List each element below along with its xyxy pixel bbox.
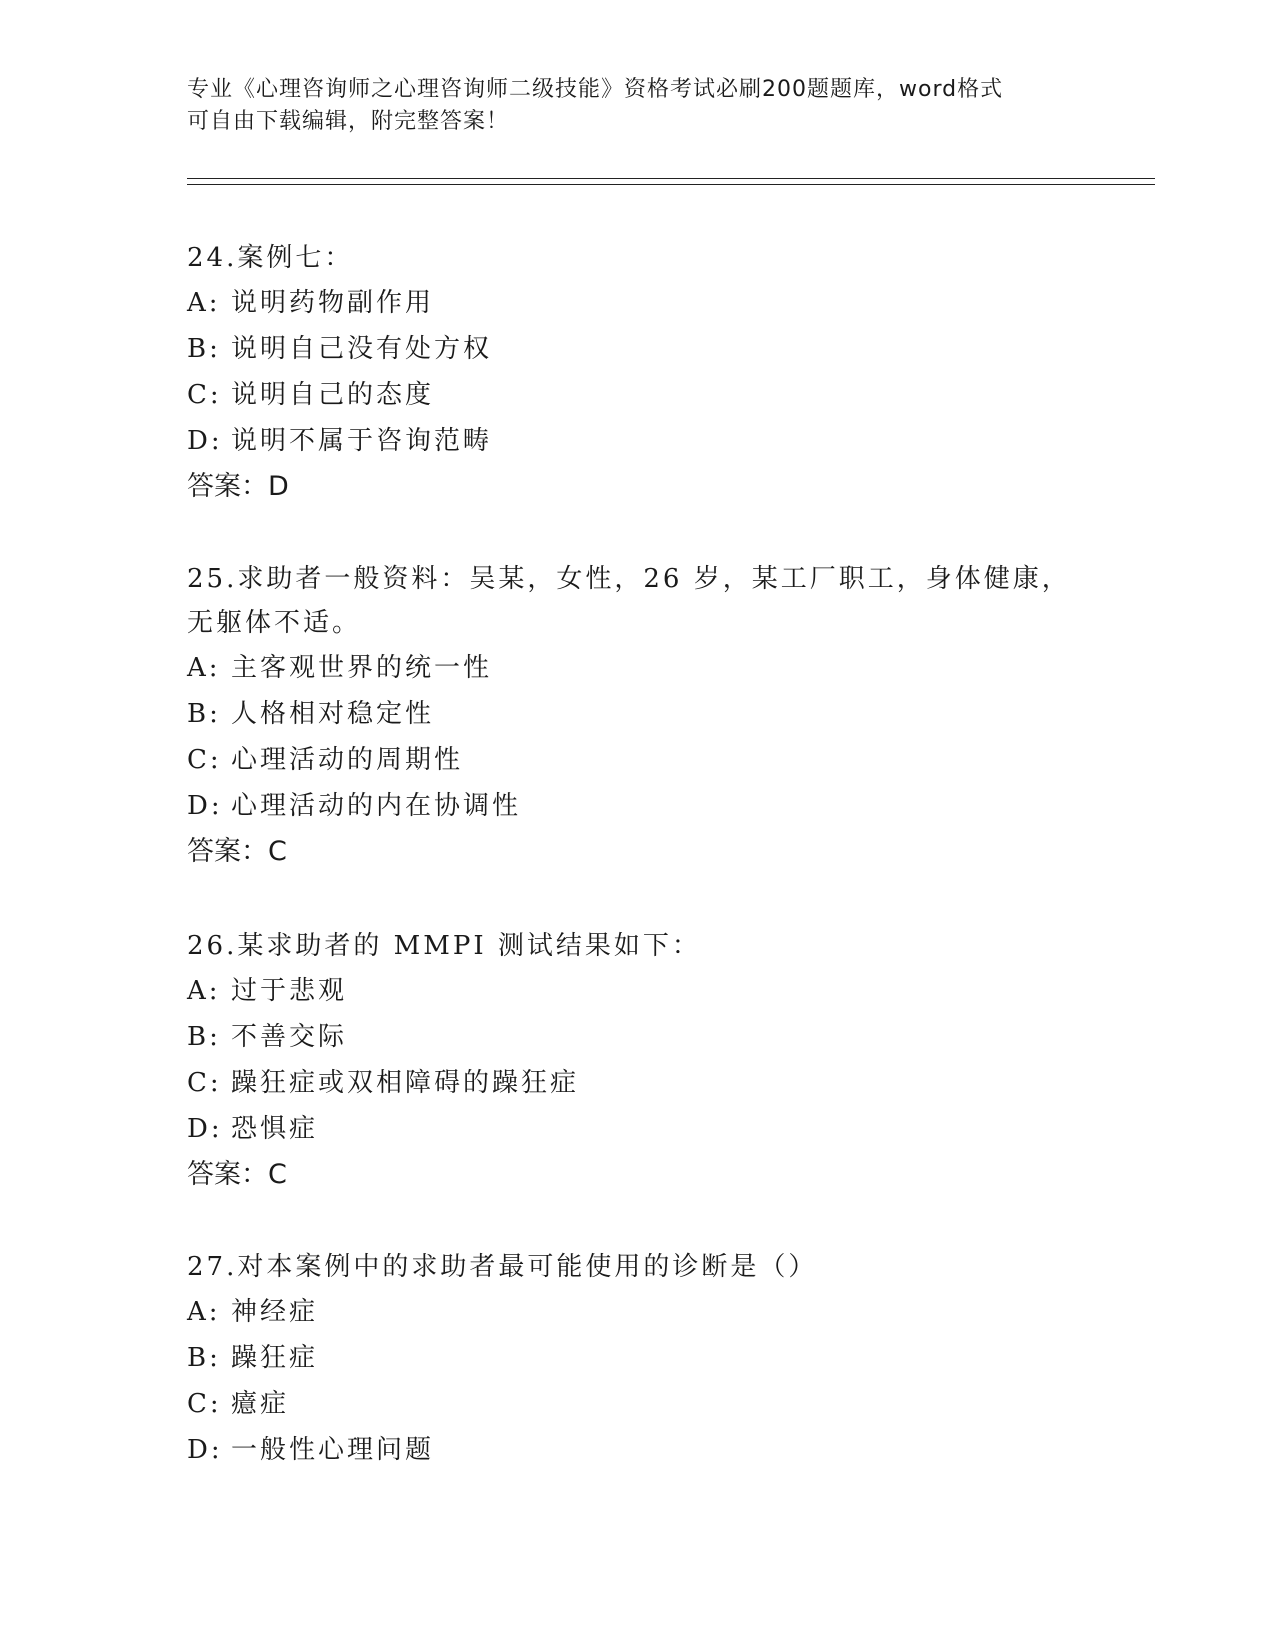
option-letter: C: [187, 745, 222, 775]
option-d [187, 1106, 1087, 1152]
option-text: 说明不属于咨询范畴 [231, 426, 493, 456]
option-a [187, 280, 1087, 326]
option-letter: D: [187, 791, 223, 821]
question-26 [187, 924, 1087, 1198]
question-text [187, 236, 1087, 280]
option-text: 躁狂症 [231, 1343, 319, 1373]
option-c [187, 372, 1087, 418]
option-text: 人格相对稳定性 [231, 699, 435, 729]
option-text: 说明自己没有处方权 [231, 334, 493, 364]
option-text: 不善交际 [231, 1022, 348, 1052]
option-text: 一般性心理问题 [231, 1435, 435, 1465]
option-letter: B: [187, 1022, 221, 1052]
option-text: 说明自己的态度 [231, 380, 435, 410]
option-a [187, 968, 1087, 1014]
question-stem: 某求助者的 MMPI 测试结果如下： [237, 931, 701, 961]
question-stem: 案例七： [237, 243, 354, 273]
option-text: 过于悲观 [231, 976, 348, 1006]
question-stem: 求助者一般资料：吴某，女性，26 岁，某工厂职工，身体健康，无躯体不适。 [187, 564, 1071, 638]
question-text [187, 557, 1087, 645]
document-header [187, 74, 1077, 138]
option-a [187, 1289, 1087, 1335]
option-d [187, 783, 1087, 829]
answer-line: 答案：D [187, 471, 289, 502]
option-letter: D: [187, 426, 223, 456]
option-letter: C: [187, 1389, 222, 1419]
option-text: 心理活动的内在协调性 [231, 791, 522, 821]
header-divider-top [187, 178, 1155, 179]
option-d [187, 1427, 1087, 1473]
question-27 [187, 1245, 1087, 1473]
option-letter: B: [187, 334, 221, 364]
question-number: 25. [187, 564, 238, 594]
option-letter: A: [187, 976, 221, 1006]
header-line-2: 可自由下载编辑，附完整答案！ [187, 109, 510, 134]
question-number: 26. [187, 931, 238, 961]
option-c [187, 1060, 1087, 1106]
option-b [187, 691, 1087, 737]
question-stem: 对本案例中的求助者最可能使用的诊断是（） [237, 1252, 818, 1282]
question-25 [187, 557, 1087, 875]
header-line-1: 专业《心理咨询师之心理咨询师二级技能》资格考试必刷200题题库，word格式 [187, 77, 1004, 102]
option-text: 神经症 [231, 1297, 319, 1327]
option-letter: A: [187, 1297, 221, 1327]
option-text: 心理活动的周期性 [231, 745, 464, 775]
option-text: 癔症 [231, 1389, 290, 1419]
option-letter: D: [187, 1435, 223, 1465]
option-b [187, 326, 1087, 372]
option-text: 主客观世界的统一性 [231, 653, 493, 683]
option-letter: B: [187, 699, 221, 729]
header-divider-bottom [187, 184, 1155, 185]
option-letter: D: [187, 1114, 223, 1144]
option-text: 说明药物副作用 [231, 288, 435, 318]
question-text [187, 1245, 1087, 1289]
option-d [187, 418, 1087, 464]
option-letter: A: [187, 653, 221, 683]
option-c [187, 1381, 1087, 1427]
answer-line: 答案：C [187, 1159, 287, 1190]
option-a [187, 645, 1087, 691]
option-b [187, 1014, 1087, 1060]
option-text: 恐惧症 [231, 1114, 319, 1144]
option-text: 躁狂症或双相障碍的躁狂症 [231, 1068, 580, 1098]
option-letter: C: [187, 1068, 222, 1098]
option-letter: B: [187, 1343, 221, 1373]
answer-line: 答案：C [187, 836, 287, 867]
question-24 [187, 236, 1087, 510]
option-letter: A: [187, 288, 221, 318]
option-letter: C: [187, 380, 222, 410]
question-text [187, 924, 1087, 968]
option-c [187, 737, 1087, 783]
option-b [187, 1335, 1087, 1381]
question-number: 27. [187, 1252, 238, 1282]
question-number: 24. [187, 243, 238, 273]
